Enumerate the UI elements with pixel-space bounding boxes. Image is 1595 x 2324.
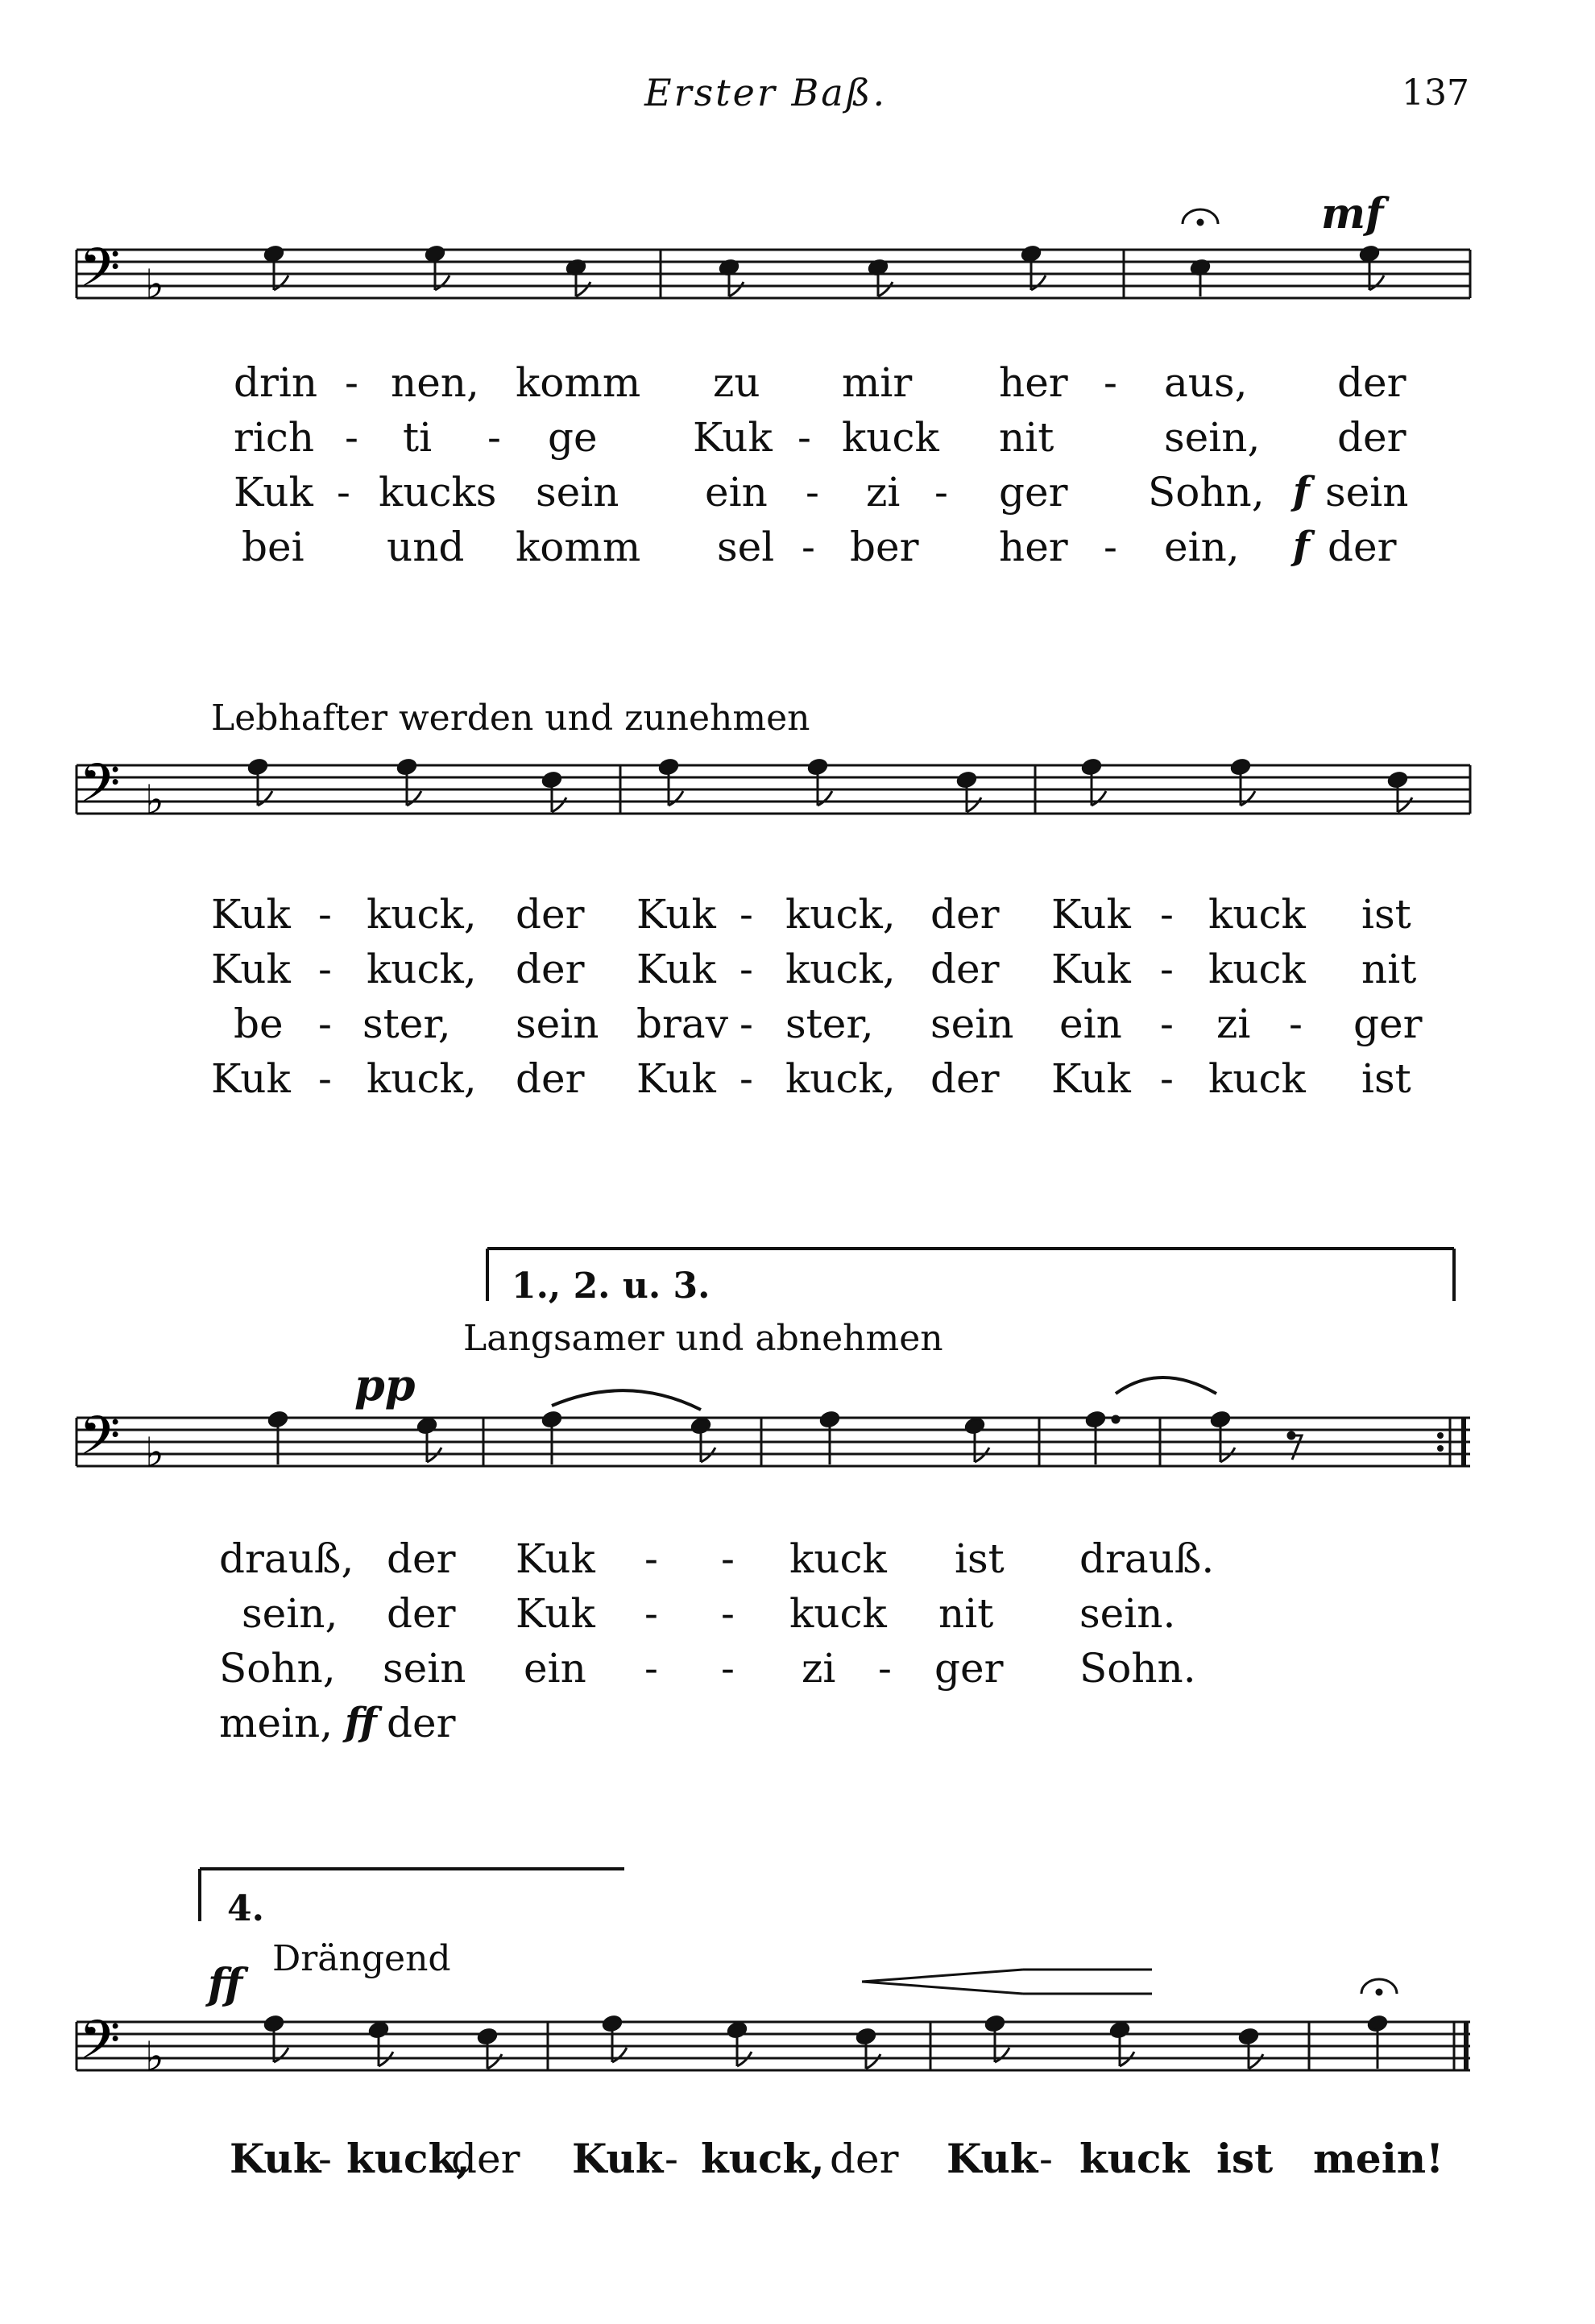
lyric-syllable: ist [1361,1055,1411,1102]
lyric-syllable: Kuk [1051,891,1131,938]
slur [552,1377,1216,1410]
lyric-syllable: mein, [219,1700,334,1746]
note [1109,2021,1134,2066]
lyric-syllable: aus, [1164,359,1248,406]
dynamic-mf: mf [1321,189,1384,238]
lyric-syllable: ist [955,1535,1005,1582]
lyric-syllable: der [451,2136,520,2182]
bass-clef: 𝄢 [79,752,121,827]
fermata [1183,209,1218,225]
lyric-syllable: der [516,891,585,938]
lyric-syllable: sein. [1079,1590,1176,1637]
lyric-syllable: kuck, [367,1055,477,1102]
lyric-syllable: ein [705,469,768,516]
note [868,259,893,296]
lyric-hyphen: - [740,1000,753,1047]
lyric-syllable: Kuk [516,1590,595,1637]
fermata [1361,1979,1397,1995]
lyric-hyphen: - [487,414,501,461]
note [1021,245,1046,290]
lyric-syllable: kuck [1208,1055,1306,1102]
lyric-syllable: der [387,1700,456,1746]
key-flat: ♭ [145,777,164,823]
bass-clef: 𝄢 [79,1405,121,1480]
lyric-hyphen: - [1104,524,1117,570]
lyric-syllable: kuck [1208,891,1306,938]
lyric-syllable: kuck [789,1590,887,1637]
lyric-hyphen: - [318,2136,332,2182]
tempo-instruction: Drängend [272,1938,451,1979]
lyric-syllable: mein! [1313,2135,1444,2182]
lyric-hyphen: - [721,1535,735,1582]
lyric-hyphen: - [1039,2136,1053,2182]
lyric-hyphen: - [1289,1000,1303,1047]
lyric-syllable: komm [516,359,641,406]
lyric-syllable: kuck, [346,2135,470,2182]
lyric-syllable: nit [938,1590,994,1637]
lyric-syllable: Kuk [636,1055,716,1102]
lyric-hyphen: - [1160,891,1174,938]
lyric-syllable: Kuk [1051,1055,1131,1102]
lyric-syllable: nen, [391,359,479,406]
lyric-syllable: ein, [1164,524,1240,570]
lyric-syllable: Kuk [572,2135,664,2182]
key-flat: ♭ [145,1429,164,1476]
tempo-instruction: Lebhafter werden und zunehmen [211,698,810,739]
dynamic-f: f [1293,524,1310,569]
dynamic-pp: pp [354,1359,416,1411]
lyric-hyphen: - [721,1590,735,1637]
lyric-syllable: Kuk [234,469,313,516]
lyric-syllable: ist [1361,891,1411,938]
lyric-syllable: Kuk [1051,946,1131,992]
lyric-syllable: ster, [785,1000,874,1047]
lyric-syllable: ber [850,524,919,570]
dynamic-ff: ff [208,1960,243,2009]
dynamic-f: f [1293,469,1310,514]
lyric-syllable: sein [383,1645,466,1692]
lyric-syllable: ein [1059,1000,1122,1047]
lyric-hyphen: - [644,1645,658,1692]
lyric-hyphen: - [1160,1055,1174,1102]
lyric-syllable: be [234,1000,284,1047]
note [819,1411,840,1464]
lyric-hyphen: - [878,1645,892,1692]
lyric-syllable: her [999,524,1068,570]
lyric-syllable: ger [1353,1000,1423,1047]
lyric-syllable: zi [866,469,901,516]
tempo-instruction: Langsamer und abnehmen [463,1318,943,1359]
lyric-syllable: Kuk [636,891,716,938]
lyric-hyphen: - [1160,946,1174,992]
lyric-syllable: Kuk [693,414,773,461]
lyric-hyphen: - [721,1645,735,1692]
lyric-syllable: zu [713,359,760,406]
lyric-hyphen: - [798,414,811,461]
lyric-hyphen: - [318,946,332,992]
staff-system-4 [0,1960,1595,2127]
lyric-syllable: kuck [1079,2135,1190,2182]
lyric-syllable: Kuk [947,2135,1038,2182]
key-flat: ♭ [145,2033,164,2080]
lyric-syllable: ein [524,1645,586,1692]
lyric-hyphen: - [337,469,350,516]
lyric-syllable: mir [842,359,913,406]
lyric-syllable: ge [548,414,598,461]
note [263,245,288,290]
note [541,1411,562,1464]
lyric-hyphen: - [665,2136,678,2182]
lyric-syllable: sein [930,1000,1014,1047]
lyric-syllable: der [930,946,1000,992]
lyric-hyphen: - [806,469,819,516]
lyric-hyphen: - [740,1055,753,1102]
lyric-syllable: Kuk [516,1535,595,1582]
lyric-hyphen: - [644,1535,658,1582]
lyric-hyphen: - [644,1590,658,1637]
lyric-syllable: der [930,1055,1000,1102]
note [1085,1411,1119,1464]
lyric-syllable: her [999,359,1068,406]
lyric-syllable: der [930,891,1000,938]
lyric-syllable: kucks [379,469,497,516]
lyric-syllable: zi [1216,1000,1251,1047]
lyric-syllable: der [387,1590,456,1637]
key-flat: ♭ [145,261,164,308]
lyric-hyphen: - [740,891,753,938]
lyric-hyphen: - [345,414,358,461]
lyric-syllable: der [1337,414,1406,461]
lyric-hyphen: - [1160,1000,1174,1047]
lyric-syllable: rich [234,414,315,461]
lyric-syllable: der [516,946,585,992]
lyric-syllable: Sohn, [219,1645,336,1692]
rest [1288,1432,1302,1460]
lyric-syllable: der [516,1055,585,1102]
lyric-syllable: bei [242,524,304,570]
lyric-syllable: nit [999,414,1054,461]
note [690,1417,715,1462]
volta-label: 4. [227,1888,264,1929]
lyric-syllable: kuck, [367,946,477,992]
staff-system-2 [0,709,1595,870]
lyric-syllable: Kuk [636,946,716,992]
note [368,2021,393,2066]
notes [263,245,1384,296]
lyric-syllable: nit [1361,946,1417,992]
lyric-syllable: ster, [362,1000,451,1047]
crescendo-hairpin [862,1970,1152,1994]
lyric-syllable: Kuk [211,891,291,938]
lyric-syllable: der [387,1535,456,1582]
lyric-hyphen: - [802,524,815,570]
lyric-syllable: sel [717,524,775,570]
note [425,245,450,290]
volta-label: 1., 2. u. 3. [512,1266,710,1307]
lyric-syllable: und [387,524,465,570]
note [267,1411,288,1464]
note [1367,2015,1388,2069]
lyric-hyphen: - [1104,359,1117,406]
note [1359,245,1384,290]
lyric-syllable: sein [1325,469,1409,516]
staff-system-3 [0,1361,1595,1522]
lyric-syllable: ti [403,414,433,461]
lyric-syllable: sein, [1164,414,1261,461]
lyric-syllable: drin [234,359,318,406]
lyric-syllable: zi [802,1645,836,1692]
lyric-hyphen: - [345,359,358,406]
lyric-syllable: Kuk [230,2135,321,2182]
lyric-syllable: der [830,2136,899,2182]
bass-clef: 𝄢 [79,2009,121,2084]
dynamic-ff: ff [345,1700,377,1745]
note [416,1417,441,1462]
volta-bracket-1 [0,1241,1595,1305]
lyric-hyphen: - [934,469,948,516]
lyric-hyphen: - [740,946,753,992]
lyric-syllable: kuck, [785,946,896,992]
lyric-syllable: komm [516,524,641,570]
lyric-syllable: kuck [789,1535,887,1582]
lyric-syllable: sein [516,1000,599,1047]
note [719,259,744,296]
lyric-syllable: drauß, [219,1535,354,1582]
note [566,259,590,296]
lyric-syllable: kuck, [785,891,896,938]
bass-clef: 𝄢 [79,237,121,312]
lyric-syllable: Kuk [211,946,291,992]
lyric-syllable: kuck [842,414,939,461]
lyric-hyphen: - [318,891,332,938]
lyric-syllable: ger [999,469,1068,516]
lyric-syllable: ger [934,1645,1004,1692]
note [727,2021,752,2066]
note [1190,259,1211,296]
note [964,1417,989,1462]
lyric-hyphen: - [318,1000,332,1047]
lyric-syllable: drauß. [1079,1535,1215,1582]
lyric-syllable: der [1337,359,1406,406]
staff-system-1 [0,189,1595,516]
lyric-syllable: Sohn, [1148,469,1265,516]
page-number: 137 [1402,72,1469,114]
lyric-syllable: ist [1216,2135,1274,2182]
lyric-hyphen: - [318,1055,332,1102]
lyric-syllable: kuck, [367,891,477,938]
lyric-syllable: kuck [1208,946,1306,992]
lyric-syllable: kuck, [785,1055,896,1102]
lyric-syllable: der [1328,524,1397,570]
lyric-syllable: brav [636,1000,728,1047]
lyric-syllable: Sohn. [1079,1645,1196,1692]
lyric-syllable: Kuk [211,1055,291,1102]
lyric-syllable: sein, [242,1590,338,1637]
lyric-syllable: kuck, [701,2135,825,2182]
lyric-syllable: sein [536,469,619,516]
page-title: Erster Baß. [644,71,888,114]
